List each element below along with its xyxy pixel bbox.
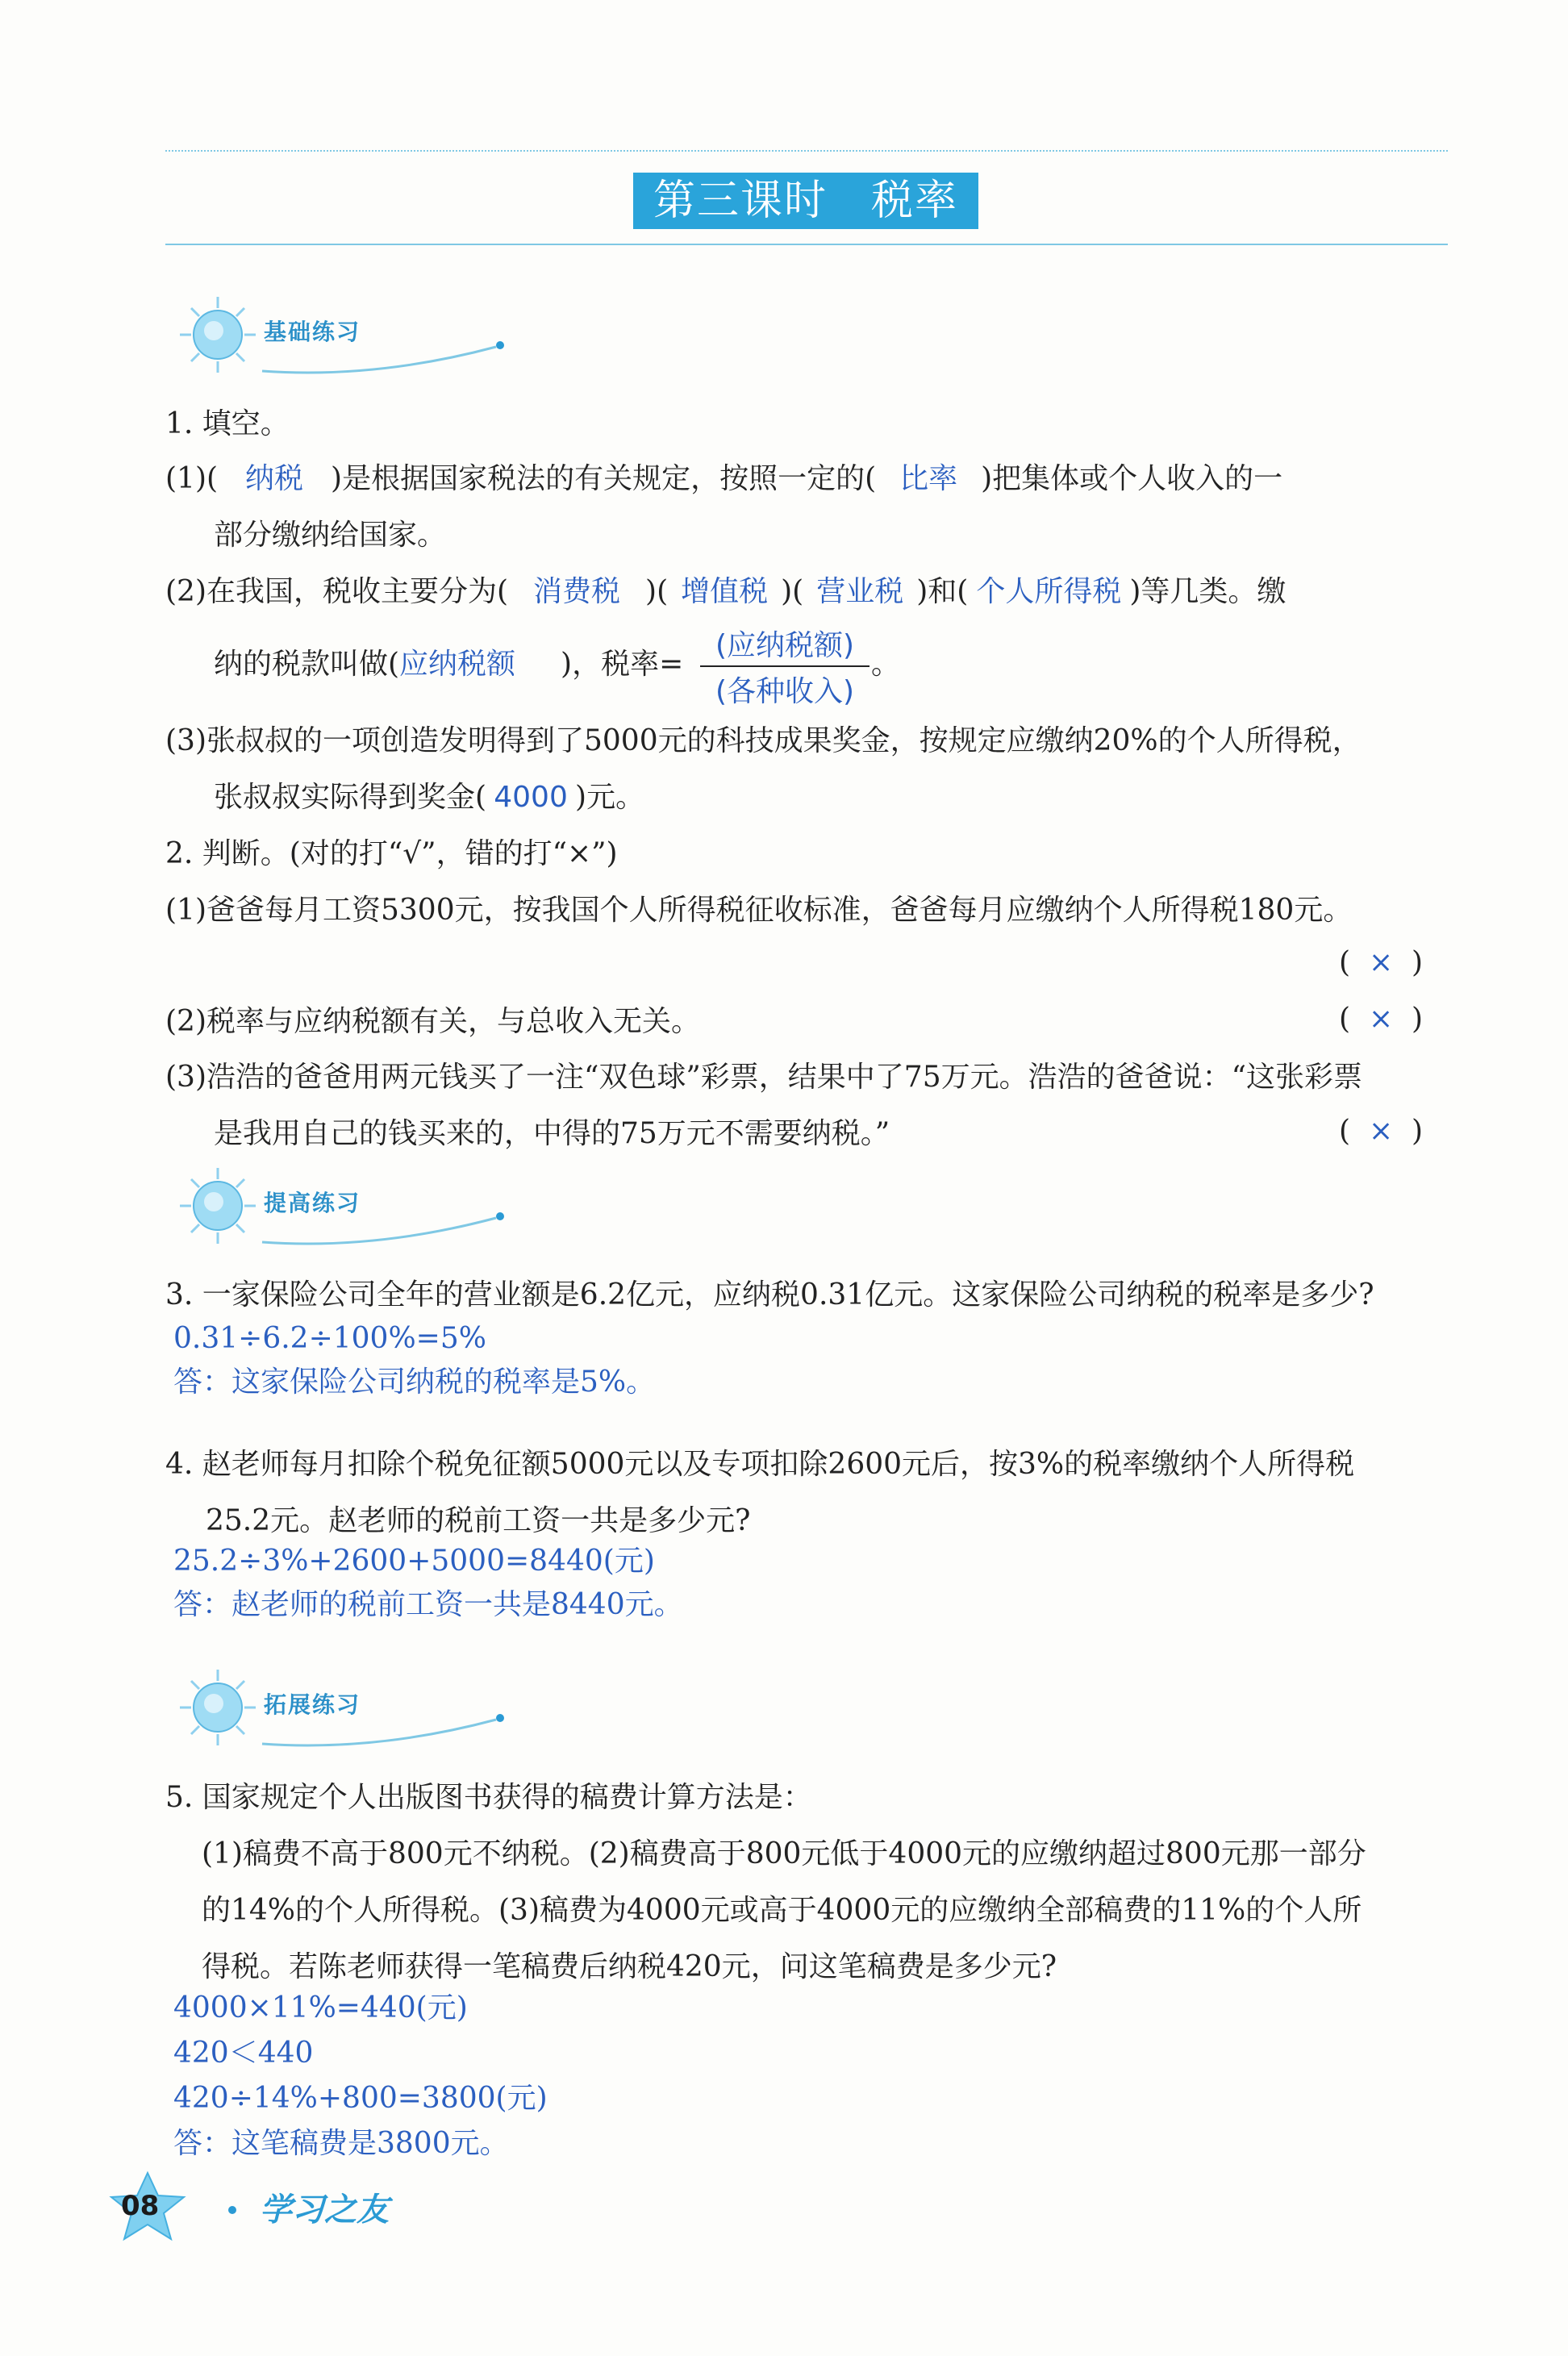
q5-calculation-2: 420＜440 [173, 2037, 314, 2070]
q3-answer: 答：这家保险公司纳税的税率是5%。 [173, 1366, 656, 1399]
answer-blank: 营业税 [816, 575, 904, 608]
section-badge-extend [173, 1663, 512, 1752]
sun-icon [173, 290, 262, 379]
section-label-basic: 基础练习 [264, 319, 361, 345]
q2-heading: 2. 判断。(对的打“√”，错的打“×”) [165, 837, 618, 870]
q2-p3-line1: (3)浩浩的爸爸用两元钱买了一注“双色球”彩票，结果中了75万元。浩浩的爸爸说：“这张彩票 [165, 1061, 1363, 1094]
swoosh-decoration [254, 1202, 512, 1250]
q1-p1-line1: (1)( 纳税 )是根据国家税法的有关规定，按照一定的( 比率 )把集体或个人收入的一 [165, 460, 1282, 498]
q2-p3-answer: ( × ) [1339, 1115, 1424, 1148]
q5-answer: 答：这笔稿费是3800元。 [173, 2127, 509, 2160]
page-number: 08 [121, 2190, 160, 2222]
sun-icon [173, 1161, 262, 1250]
answer-blank: 消费税 [533, 575, 621, 608]
q1-p2-line1: (2)在我国，税收主要分为( 消费税 )( 增值税 )( 营业税 )和( 个人所得税 )等几类。缴 [165, 573, 1286, 611]
fraction-denominator: (各种收入) [715, 675, 855, 708]
q4-calculation: 25.2÷3%+2600+5000=8440(元) [173, 1545, 655, 1578]
section-badge-basic [173, 290, 512, 379]
footer-dot [228, 2206, 236, 2214]
swoosh-decoration [254, 1703, 512, 1752]
sun-icon [173, 1663, 262, 1752]
answer-blank: 个人所得税 [976, 575, 1122, 608]
q1-heading: 1. 填空。 [165, 407, 290, 440]
q2-p3-line2: 是我用自己的钱买来的，中得的75万元不需要纳税。” [214, 1117, 890, 1150]
q4-question-line2: 25.2元。赵老师的税前工资一共是多少元? [206, 1504, 751, 1537]
q2-p2: (2)税率与应纳税额有关，与总收入无关。 [165, 1005, 700, 1038]
q4-question-line1: 4. 赵老师每月扣除个税免征额5000元以及专项扣除2600元后，按3%的税率缴纳个人所得税 [165, 1448, 1355, 1481]
q2-p1: (1)爸爸每月工资5300元，按我国个人所得税征收标准，爸爸每月应缴纳个人所得税180元。 [165, 894, 1353, 927]
page-title: 第三课时 税率 [633, 173, 978, 229]
q5-question-line1: 5. 国家规定个人出版图书获得的稿费计算方法是： [165, 1781, 812, 1814]
section-label-improve: 提高练习 [264, 1190, 361, 1216]
q5-calculation-3: 420÷14%+800=3800(元) [173, 2082, 548, 2115]
q2-p1-answer: ( × ) [1339, 946, 1424, 979]
answer-blank: 纳税 [245, 462, 304, 495]
q1-p1-line2: 部分缴纳给国家。 [214, 519, 447, 552]
q2-p2-answer: ( × ) [1339, 1003, 1424, 1036]
swoosh-decoration [254, 331, 512, 379]
tax-rate-fraction [700, 623, 869, 710]
q1-p3-line1: (3)张叔叔的一项创造发明得到了5000元的科技成果奖金，按规定应缴纳20%的个人所得税， [165, 724, 1362, 757]
header-top-rule [165, 150, 1448, 152]
q1-p3-line2: 张叔叔实际得到奖金( 4000 )元。 [214, 778, 644, 817]
answer-blank: 比率 [899, 462, 958, 495]
section-label-extend: 拓展练习 [264, 1691, 361, 1718]
section-badge-improve [173, 1161, 512, 1250]
answer-blank: 增值税 [681, 575, 769, 608]
q1-p2-line2: 纳的税款叫做(应纳税额 )，税率= [214, 645, 683, 684]
answer-blank: 应纳税额 [399, 648, 516, 681]
brand-logo: 学习之友 [260, 2191, 389, 2229]
q3-question: 3. 一家保险公司全年的营业额是6.2亿元，应纳税0.31亿元。这家保险公司纳税的税率是多少? [165, 1278, 1374, 1311]
q5-question-line3: 的14%的个人所得税。(3)稿费为4000元或高于4000元的应缴纳全部稿费的11%的个人所 [202, 1894, 1362, 1927]
q5-calculation-1: 4000×11%=440(元) [173, 1991, 468, 2024]
q5-question-line2: (1)稿费不高于800元不纳税。(2)稿费高于800元低于4000元的应缴纳超过800元那一部分 [202, 1837, 1366, 1870]
q3-calculation: 0.31÷6.2÷100%=5% [173, 1322, 486, 1355]
fraction-numerator: (应纳税额) [715, 629, 855, 662]
q5-question-line4: 得税。若陈老师获得一笔稿费后纳税420元，问这笔稿费是多少元? [202, 1950, 1057, 1983]
q4-answer: 答：赵老师的税前工资一共是8440元。 [173, 1588, 683, 1621]
q1-p2-end: 。 [871, 648, 901, 681]
fraction-bar [700, 665, 869, 667]
header-bottom-rule [165, 244, 1448, 245]
answer-blank: 4000 [494, 781, 568, 814]
